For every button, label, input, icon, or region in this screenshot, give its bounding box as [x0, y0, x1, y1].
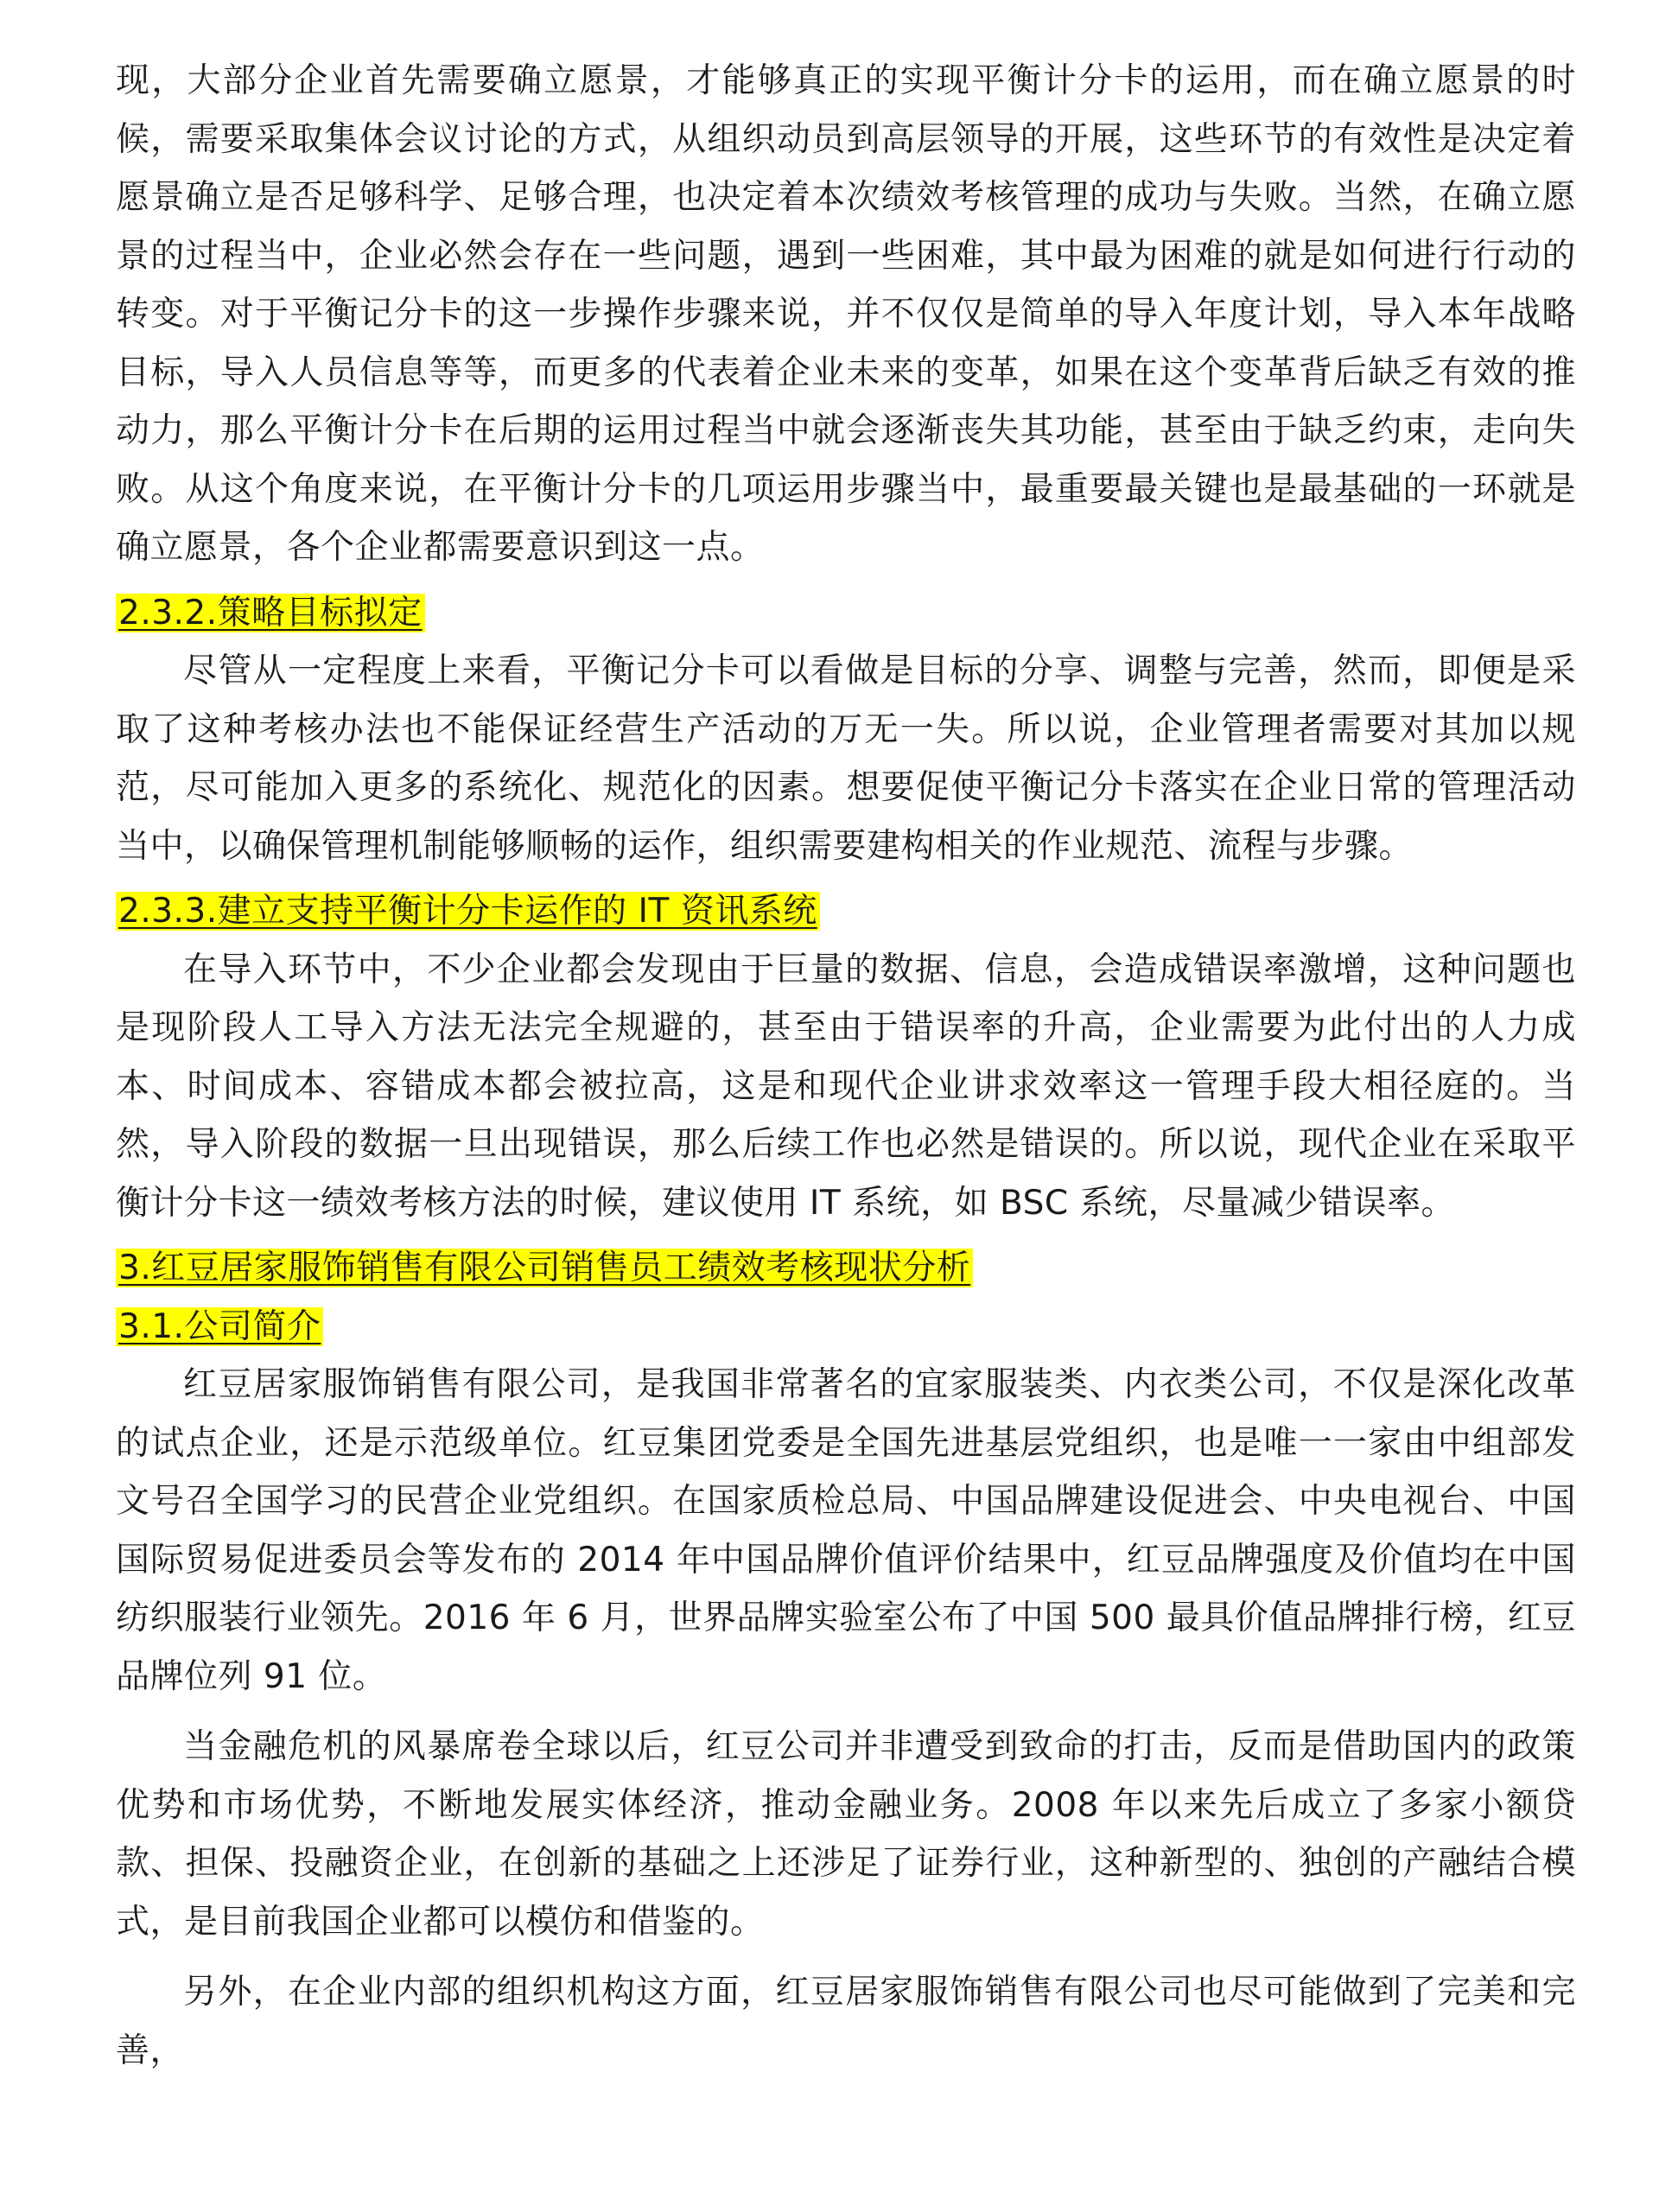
- paragraph-vision-establishment: 现，大部分企业首先需要确立愿景，才能够真正的实现平衡计分卡的运用，而在确立愿景的时候，需要采取集体会议讨论的方式，从组织动员到高层领导的开展，这些环节的有效性是决定着愿景确立是否足够科学、足够合理，也决定着本次绩效考核管理的成功与失败。当然，在确立愿景的过程当中，企业必然会存在一些问题，遇到一些困难，其中最为困难的就是如何进行行动的转变。对于平衡记分卡的这一步操作步骤来说，并不仅仅是简单的导入年度计划，导入本年战略目标，导入人员信息等等，而更多的代表着企业未来的变革，如果在这个变革背后缺乏有效的推动力，那么平衡计分卡在后期的运用过程当中就会逐渐丧失其功能，甚至由于缺乏约束，走向失败。从这个角度来说，在平衡计分卡的几项运用步骤当中，最重要最关键也是最基础的一环就是确立愿景，各个企业都需要意识到这一点。: [116, 61, 1576, 567]
- heading-2-3-3-text: 2.3.3.建立支持平衡计分卡运作的 IT 资讯系统: [116, 892, 820, 931]
- paragraph-it-system: 在导入环节中，不少企业都会发现由于巨量的数据、信息，会造成错误率激增，这种问题也是现阶段人工导入方法无法完全规避的，甚至由于错误率的升高，企业需要为此付出的人力成本、时间成本、容错成本都会被拉高，这是和现代企业讲求效率这一管理手段大相径庭的。当然，导入阶段的数据一旦出现错误，那么后续工作也必然是错误的。所以说，现代企业在采取平衡计分卡这一绩效考核方法的时候，建议使用 IT 系统，如 BSC 系统，尽量减少错误率。: [116, 950, 1576, 1223]
- paragraph-organization: 另外，在企业内部的组织机构这方面，红豆居家服饰销售有限公司也尽可能做到了完美和完善，: [116, 1973, 1576, 2070]
- heading-2-3-2: [116, 584, 1576, 643]
- heading-2-3-2-text: 2.3.2.策略目标拟定: [116, 594, 425, 632]
- paragraph-company-intro: 红豆居家服饰销售有限公司，是我国非常著名的宜家服装类、内衣类公司，不仅是深化改革的试点企业，还是示范级单位。红豆集团党委是全国先进基层党组织，也是唯一一家由中组部发文号召全国学习的民营企业党组织。在国家质检总局、中国品牌建设促进会、中央电视台、中国国际贸易促进委员会等发布的 2014 年中国品牌价值评价结果中，红豆品牌强度及价值均在中国纺织服装行业领先。2016 年 6 月，世界品牌实验室公布了中国 500 最具价值品牌排行榜，红豆品牌位列 91 位。: [116, 1365, 1576, 1696]
- heading-2-3-3: [116, 882, 1576, 941]
- heading-3-1: [116, 1298, 1576, 1357]
- paragraph-financial-crisis: 当金融危机的风暴席卷全球以后，红豆公司并非遭受到致命的打击，反而是借助国内的政策优势和市场优势，不断地发展实体经济，推动金融业务。2008 年以来先后成立了多家小额贷款、担保、投融资企业，在创新的基础之上还涉足了证券行业，这种新型的、独创的产融结合模式，是目前我国企业都可以模仿和借鉴的。: [116, 1727, 1576, 1942]
- paragraph-strategy-goals: 尽管从一定程度上来看，平衡记分卡可以看做是目标的分享、调整与完善，然而，即便是采取了这种考核办法也不能保证经营生产活动的万无一失。所以说，企业管理者需要对其加以规范，尽可能加入更多的系统化、规范化的因素。想要促使平衡记分卡落实在企业日常的管理活动当中，以确保管理机制能够顺畅的运作，组织需要建构相关的作业规范、流程与步骤。: [116, 652, 1576, 866]
- document-page: [116, 52, 1576, 2080]
- heading-3: [116, 1239, 1576, 1298]
- heading-3-text: 3.红豆居家服饰销售有限公司销售员工绩效考核现状分析: [116, 1249, 973, 1287]
- heading-3-1-text: 3.1.公司简介: [116, 1307, 323, 1346]
